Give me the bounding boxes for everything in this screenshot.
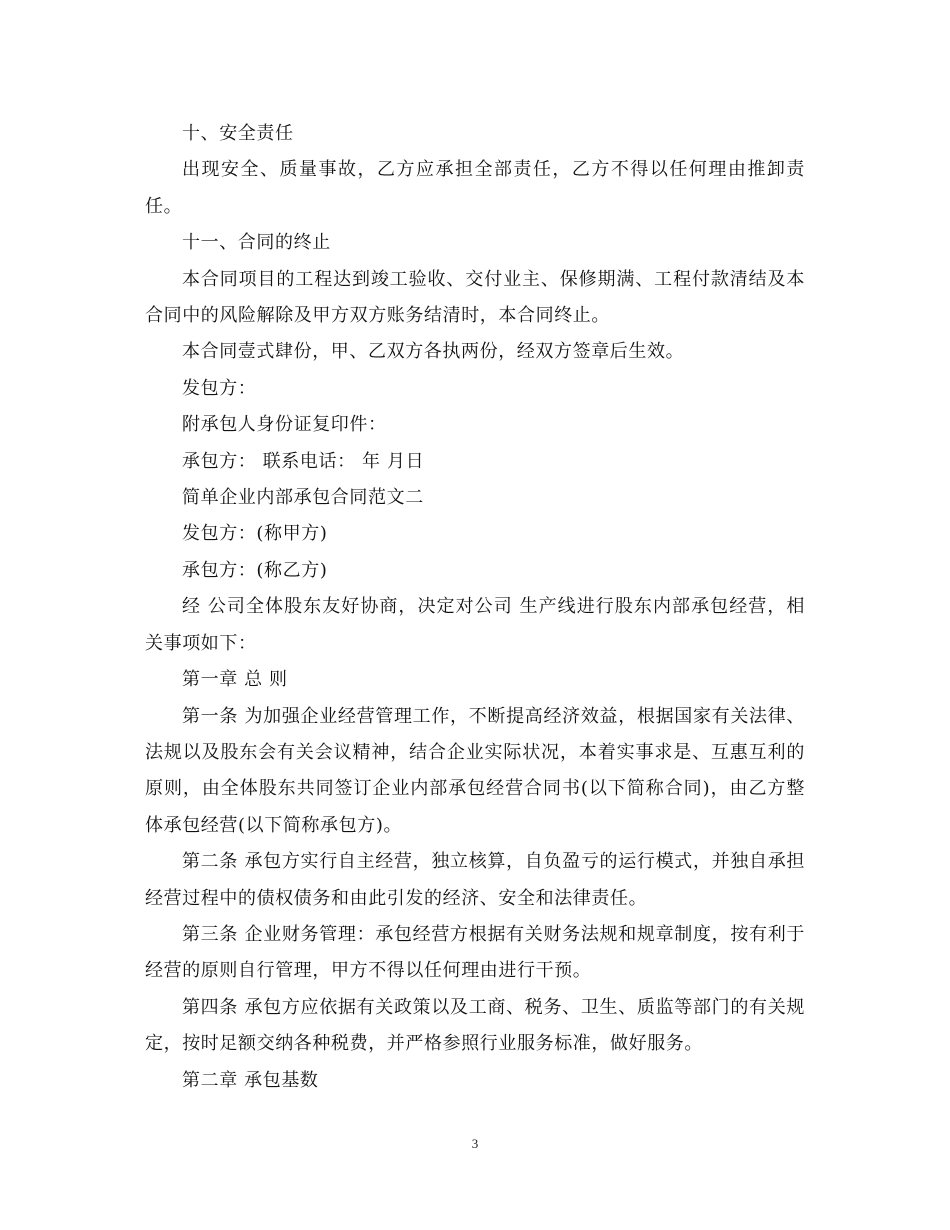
article-paragraph: 第一条 为加强企业经营管理工作，不断提高经济效益，根据国家有关法律、法规以及股东会有关会议精神，结合企业实际状况，本着实事求是、互惠互利的原则，由全体股东共同签订企业内部承包经营合同书(以下简称合同)，由乙方整体承包经营(以下简称承包方)。 [145,705,805,836]
paragraph: 经 公司全体股东友好协商，决定对公司 生产线进行股东内部承包经营，相关事项如下： [145,596,805,654]
paragraph: 本合同壹式肆份，甲、乙双方各执两份，经双方签章后生效。 [182,341,685,363]
document-body [145,116,805,1099]
section-heading-safety: 十、安全责任 [182,123,294,144]
section-heading-termination: 十一、合同的终止 [182,232,331,254]
party-b-line: 承包方：(称乙方) [182,559,328,581]
page-number: 3 [471,1136,479,1151]
paragraph: 出现安全、质量事故，乙方应承担全部责任，乙方不得以任何理由推卸责任。 [145,159,805,217]
document-title: 简单企业内部承包合同范文二 [182,487,424,509]
party-a-line: 发包方：(称甲方) [182,523,328,545]
article-paragraph: 第三条 企业财务管理：承包经营方根据有关财务法规和规章制度，按有利于经营的原则自行管理，甲方不得以任何理由进行干预。 [145,923,805,982]
chapter-heading: 第二章 承包基数 [182,1069,319,1091]
contractor-line: 承包方： 联系电话： 年 月日 [182,450,425,472]
article-paragraph: 第二条 承包方实行自主经营，独立核算，自负盈亏的运行模式，并独自承担经营过程中的债权债务和由此引发的经济、安全和法律责任。 [145,851,805,909]
chapter-heading: 第一章 总 则 [182,669,288,691]
issuer-line: 发包方： [182,377,257,399]
paragraph: 本合同项目的工程达到竣工验收、交付业主、保修期满、工程付款清结及本合同中的风险解除及甲方双方账务结清时，本合同终止。 [145,268,805,327]
article-paragraph: 第四条 承包方应依据有关政策以及工商、税务、卫生、质监等部门的有关规定，按时足额交纳各种税费，并严格参照行业服务标准，做好服务。 [145,996,805,1055]
attachment-line: 附承包人身份证复印件： [182,414,387,436]
